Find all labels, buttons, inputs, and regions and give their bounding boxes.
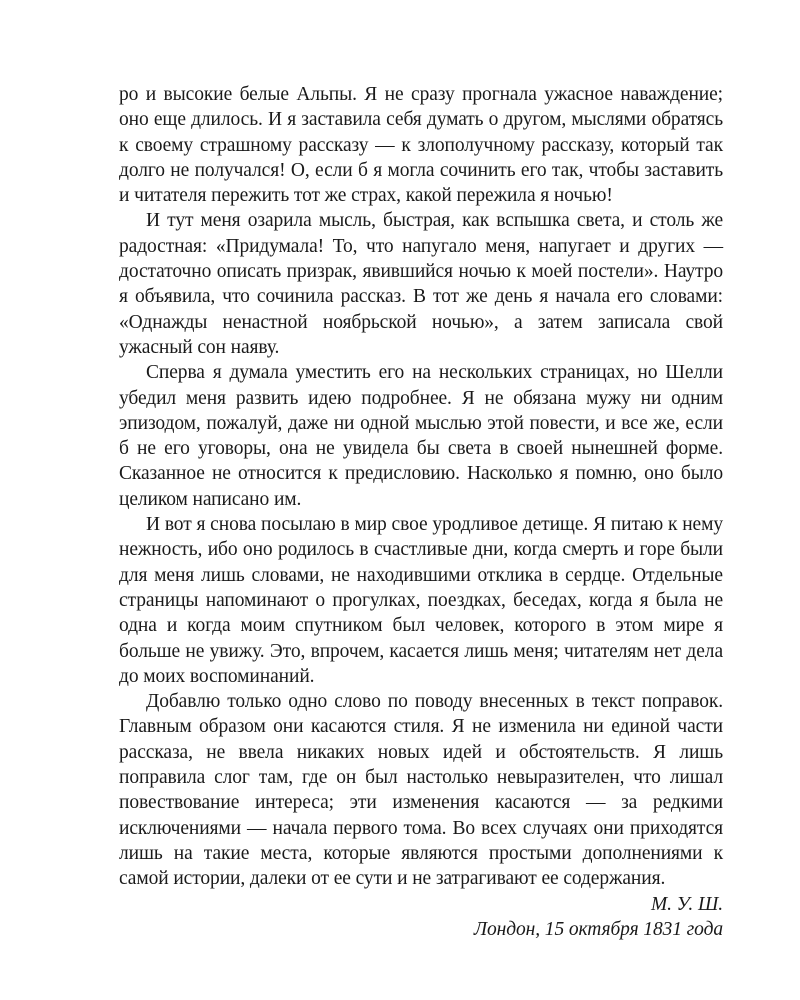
paragraph-2: И тут меня озарила мысль, быстрая, как вспышка света, и столь же радостная: «Придумала! То, что напугало меня, напугает и других — достаточно описать призрак, явившийся ночью к моей постели». Наутро я объявила, что сочинила рассказ. В тот же день я начала его словами: «Однажды ненастной ноябрьской ночью», а затем записала свой ужасный сон наяву. [119,210,723,358]
paragraph-1: ро и высокие белые Альпы. Я не сразу прогнала ужасное наваждение; оно еще длилось. И я заставила себя думать о другом, мыслями обратясь к своему страшному рассказу — к злополучному рассказу, который так долго не получался! О, если б я могла сочинить его так, чтобы заставить и читателя пережить тот же страх, какой пережила я ночью! [119,84,723,207]
paragraph-3: Сперва я думала уместить его на нескольких страницах, но Шелли убедил меня развить идею подробнее. Я не обязана мужу ни одним эпизодом, пожалуй, даже ни одной мыслью этой повести, и все же, если б не его уговоры, она не увидела бы света в своей нынешней форме. Сказанное не относится к предисловию. Насколько я помню, оно было целиком написано им. [119,362,723,510]
paragraph-4: И вот я снова посылаю в мир свое уродливое детище. Я питаю к нему нежность, ибо оно родилось в счастливые дни, когда смерть и горе были для меня лишь словами, не находившими отклика в сердце. Отдельные страницы напоминают о прогулках, поездках, беседах, когда я была не одна и когда моим спутником был человек, которого в этом мире я больше не увижу. Это, впрочем, касается лишь меня; читателям нет дела до моих воспоминаний. [119,514,723,687]
page-body [119,82,723,942]
signature-place-date: Лондон, 15 октября 1831 года [473,918,723,940]
signature-initials: М. У. Ш. [650,893,723,915]
paragraph-5: Добавлю только одно слово по поводу внесенных в текст поправок. Главным образом они касаются стиля. Я не изменила ни единой части рассказа, не ввела никаких новых идей и обстоятельств. Я лишь поправила слог там, где он был настолько невыразителен, что лишал повествование интереса; эти изменения касаются — за редкими исключениями — начала первого тома. Во всех случаях они приходятся лишь на такие места, которые являются простыми дополнениями к самой истории, далеки от ее сути и не затрагивают ее содержания. [119,691,723,890]
